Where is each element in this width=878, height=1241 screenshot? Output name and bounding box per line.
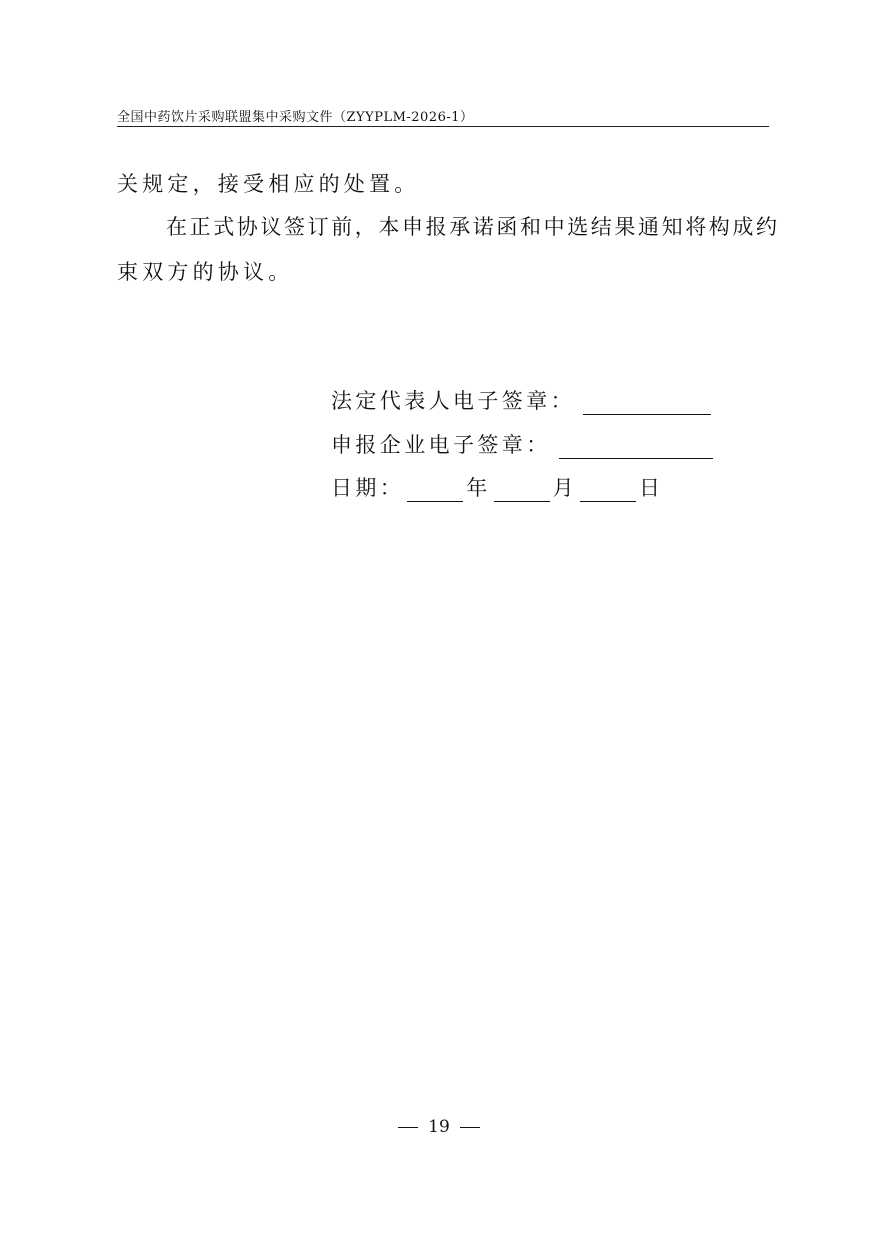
date-label: 日期： bbox=[331, 476, 405, 500]
body-paragraph-line-2: 在正式协议签订前，本申报承诺函和中选结果通知将构成约 bbox=[166, 215, 780, 239]
year-blank[interactable] bbox=[407, 477, 463, 502]
footer-dash-right bbox=[460, 1127, 480, 1128]
body-paragraph-line-3: 束双方的协议。 bbox=[117, 260, 294, 284]
header-title: 全国中药饮片采购联盟集中采购文件（ZYYPLM-2026-1） bbox=[117, 110, 474, 125]
day-label: 日 bbox=[639, 476, 664, 500]
document-header bbox=[117, 104, 769, 127]
page-footer bbox=[0, 1117, 878, 1137]
page-number: 19 bbox=[428, 1117, 450, 1137]
year-label: 年 bbox=[466, 476, 491, 500]
legal-representative-signature-row bbox=[331, 385, 711, 415]
day-blank[interactable] bbox=[580, 477, 636, 502]
legal-representative-signature-label: 法定代表人电子签章： bbox=[331, 389, 575, 413]
company-signature-row bbox=[331, 429, 713, 459]
legal-representative-signature-blank[interactable] bbox=[583, 390, 711, 415]
footer-dash-left bbox=[398, 1127, 418, 1128]
date-row bbox=[331, 472, 663, 502]
company-signature-label: 申报企业电子签章： bbox=[331, 433, 551, 457]
body-paragraph-line-1: 关规定，接受相应的处置。 bbox=[117, 172, 420, 196]
month-label: 月 bbox=[552, 476, 578, 500]
month-blank[interactable] bbox=[494, 477, 550, 502]
company-signature-blank[interactable] bbox=[559, 434, 713, 459]
